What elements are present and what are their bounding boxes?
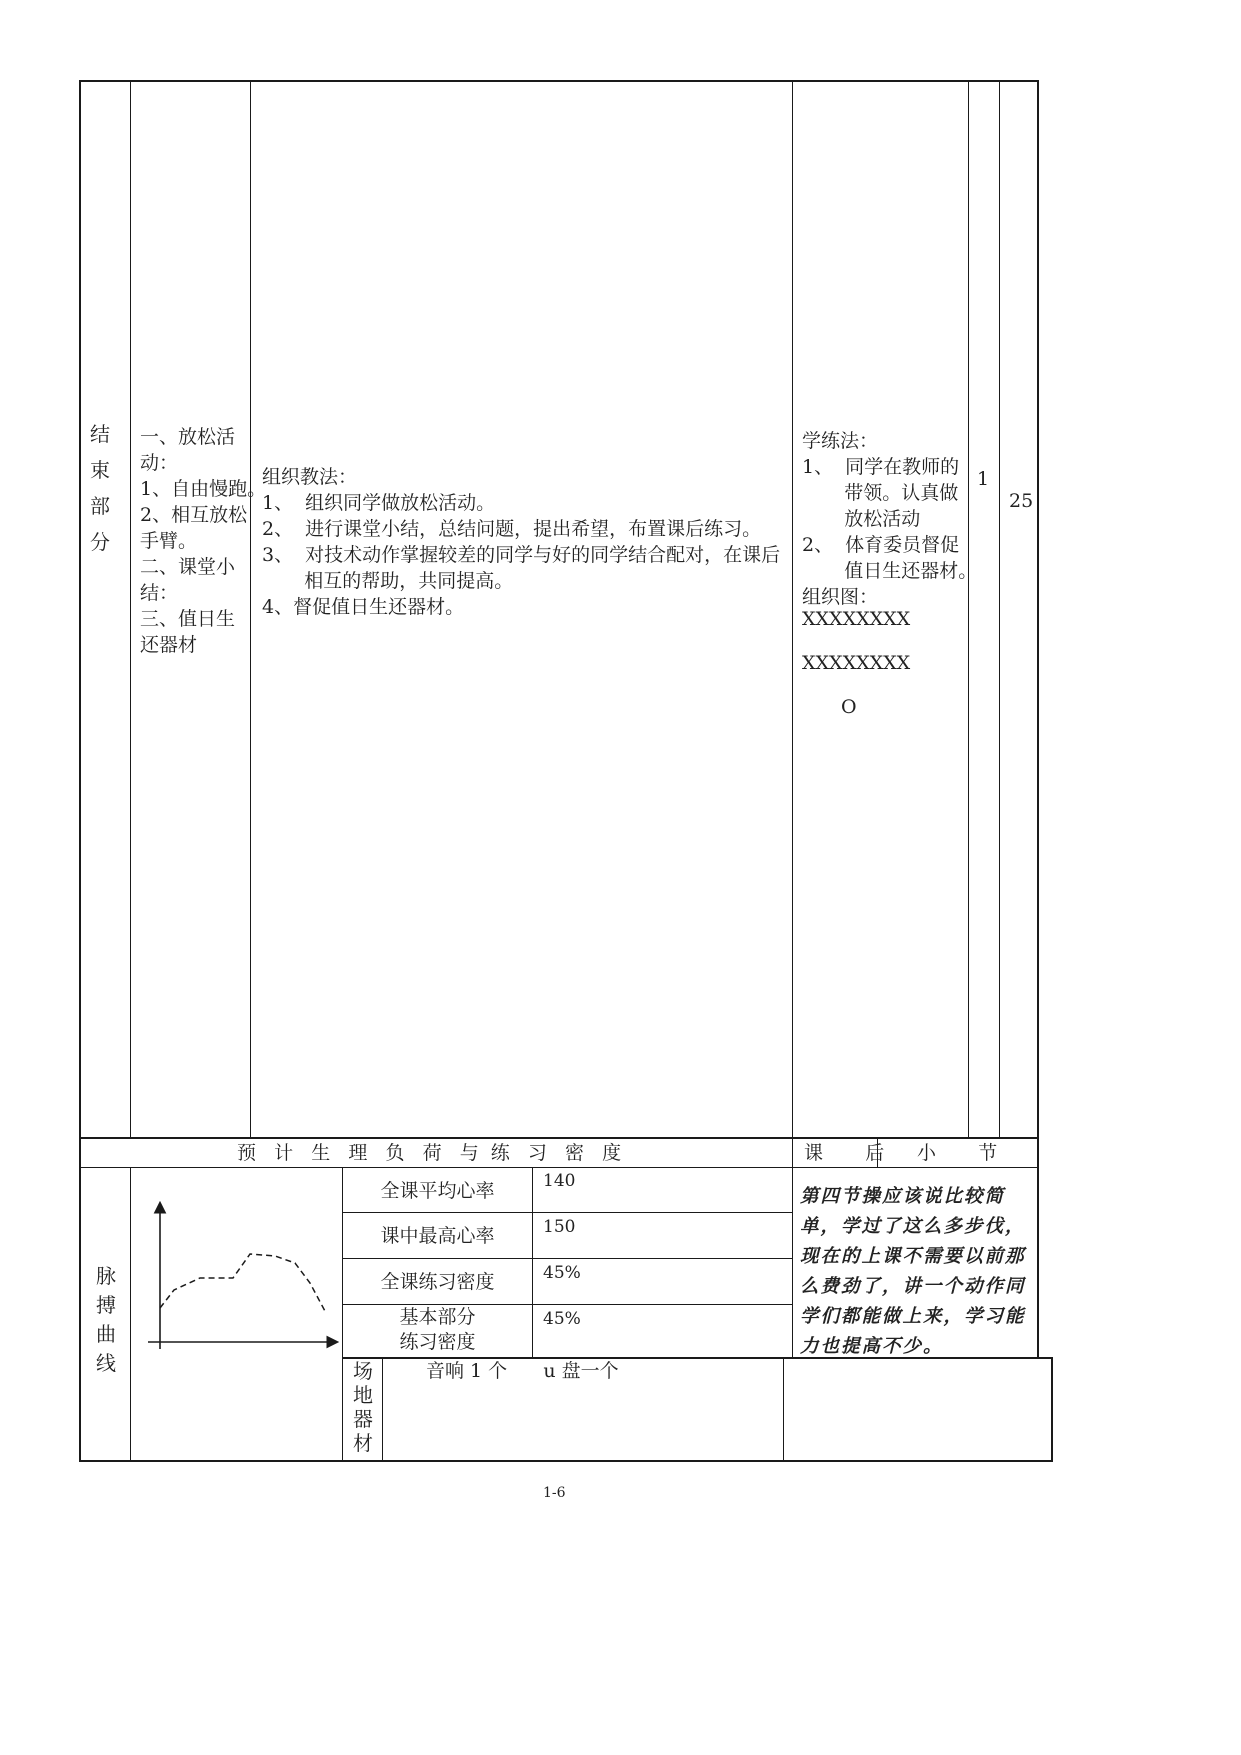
times-value: 1 [977,468,990,490]
content-line: 还器材 [140,634,198,656]
content-line: 一、放松活 [140,426,236,448]
metric-label: 全课平均心率 [380,1180,495,1202]
teaching-line: 2、 进行课堂小结，总结问题，提出希望，布置课后练习。 [262,518,762,540]
teaching-line: 3、 对技术动作掌握较差的同学与好的同学结合配对，在课后 [262,544,781,566]
learning-line: 放松活动 [802,508,921,530]
intensity-value: 25 [1009,490,1034,512]
metric-value: 150 [543,1217,576,1237]
equipment-label: 场 地 器 材 [353,1359,373,1455]
pulse-curve-chart [130,1168,342,1358]
learning-title: 学练法： [802,430,879,452]
pulse-curve [160,1254,326,1313]
metric-label: 全课练习密度 [380,1271,495,1293]
teacher-mark: O [841,696,857,718]
learning-line: 2、 体育委员督促 [802,534,960,556]
formation-row: XXXXXXXX [802,608,911,630]
pulse-label: 脉 搏 曲 线 [96,1264,116,1375]
metric-value: 45% [543,1263,581,1283]
teaching-line: 1、 组织同学做放松活动。 [262,492,496,514]
content-line: 手臂。 [140,530,198,552]
learning-line: 1、 同学在教师的 [802,456,960,478]
content-line: 2、相互放松 [140,504,248,526]
learning-line: 组织图： [802,586,879,608]
summary-header-left: 课 后 [804,1142,885,1164]
metric-label: 基本部分 练习密度 [399,1306,476,1353]
learning-line: 值日生还器材。 [802,560,978,582]
teaching-line: 相互的帮助，共同提高。 [262,570,514,592]
content-line: 动： [140,452,179,474]
metric-label: 课中最高心率 [380,1225,495,1247]
content-line: 三、值日生 [140,608,236,630]
metric-value: 140 [543,1171,576,1191]
content-line: 结： [140,582,179,604]
teaching-line: 4、督促值日生还器材。 [262,596,465,618]
formation-row: XXXXXXXX [802,652,911,674]
learning-line: 带领。认真做 [802,482,959,504]
equipment-text: 音响 1 个 u 盘一个 [426,1360,619,1382]
metric-value: 45% [543,1309,581,1329]
content-line: 二、课堂小 [140,556,236,578]
class-summary: 第四节操应该说比较简单，学过了这么多步伐，现在的上课不需要以前那么费劲了，讲一个动作同学们都能做上来，学习能力也提高不少。 [800,1186,1026,1357]
summary-header-right: 小 节 [917,1142,998,1164]
section-label: 结 束 部 分 [90,422,110,554]
content-line: 1、自由慢跑。 [140,478,267,500]
page-number: 1-6 [543,1485,566,1501]
teaching-title: 组织教法： [262,466,358,488]
load-header: 预 计 生 理 负 荷 与 练 习 密 度 [237,1142,622,1164]
